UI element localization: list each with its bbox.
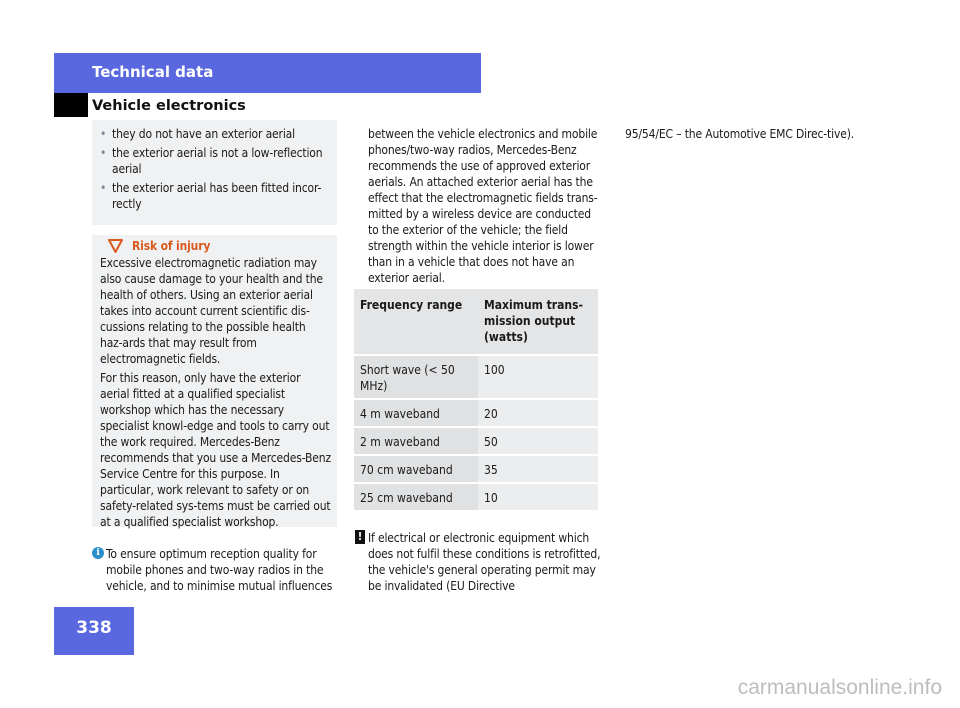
info-icon: i bbox=[92, 547, 104, 559]
list-item-text: the exterior aerial is not a low-reflection aerial bbox=[112, 146, 323, 176]
bullet-icon: • bbox=[100, 181, 107, 195]
page-title: Vehicle electronics bbox=[92, 98, 246, 114]
table-header-frequency: Frequency range bbox=[354, 289, 478, 355]
page-number: 338 bbox=[76, 618, 112, 638]
table-header-output: Maximum trans-mission output (watts) bbox=[478, 289, 598, 355]
body-paragraph: 95/54/EC – the Automotive EMC Direc-tive). bbox=[625, 127, 855, 141]
table-row bbox=[354, 399, 598, 427]
caution-icon: ! bbox=[355, 530, 365, 544]
warning-box bbox=[92, 235, 337, 527]
info-note-text: To ensure optimum reception quality for mobile phones and two-way radios in the vehicle, and to minimise mutual influences bbox=[106, 547, 333, 593]
list-item bbox=[100, 126, 331, 142]
table-cell-frequency: 70 cm waveband bbox=[354, 455, 478, 483]
table-cell-frequency: Short wave (< 50 MHz) bbox=[354, 355, 478, 399]
bullet-icon: • bbox=[100, 146, 107, 160]
table-cell-output: 10 bbox=[478, 483, 598, 510]
conditions-box bbox=[92, 120, 337, 225]
table-cell-frequency: 2 m waveband bbox=[354, 427, 478, 455]
list-item-text: the exterior aerial has been fitted incor-rectly bbox=[112, 181, 322, 211]
table-cell-frequency: 4 m waveband bbox=[354, 399, 478, 427]
table-cell-frequency: 25 cm waveband bbox=[354, 483, 478, 510]
warning-paragraph: Excessive electromagnetic radiation may also cause damage to your health and the health of others. Using an exterior aerial takes into account current scientific dis-cussions relating to the possible health haz-ards that may result from electromagnetic fields. bbox=[100, 256, 323, 366]
conditions-list bbox=[92, 120, 337, 212]
table-row bbox=[354, 483, 598, 510]
table-row bbox=[354, 455, 598, 483]
warning-triangle-icon bbox=[108, 239, 123, 253]
table-row bbox=[354, 427, 598, 455]
table-header-row bbox=[354, 289, 598, 355]
list-item bbox=[100, 145, 331, 177]
table-cell-output: 100 bbox=[478, 355, 598, 399]
table-row bbox=[354, 355, 598, 399]
bullet-icon: • bbox=[100, 127, 107, 141]
warning-paragraph: For this reason, only have the exterior aerial fitted at a qualified specialist workshop which has the necessary specialist knowl-edge and tools to carry out the work required. Mercedes-Benz recommends that you use a Mercedes-Benz Service Centre for this purpose. In particular, work relevant to safety or on safety-related sys-tems must be carried out at a qualified specialist workshop. bbox=[100, 371, 331, 529]
right-column bbox=[625, 126, 865, 142]
middle-column bbox=[368, 126, 602, 286]
table-cell-output: 35 bbox=[478, 455, 598, 483]
watermark: carmanualsonline.info bbox=[737, 676, 942, 699]
section-marker bbox=[54, 93, 88, 117]
section-header: Technical data bbox=[92, 63, 214, 81]
info-note bbox=[92, 546, 340, 594]
list-item-text: they do not have an exterior aerial bbox=[112, 127, 295, 141]
list-item bbox=[100, 180, 331, 212]
body-paragraph: between the vehicle electronics and mobile phones/two-way radios, Mercedes-Benz recommends the use of approved exterior aerials. An attached exterior aerial has the effect that the electromagnetic fields trans-mitted by a wireless device are conducted to the exterior of the vehicle; the field strength within the vehicle interior is lower than in a vehicle that does not have an exterior aerial. bbox=[368, 127, 598, 285]
frequency-table bbox=[354, 289, 598, 510]
caution-note: If electrical or electronic equipment which does not fulfil these conditions is retrofitted, the vehicle's general operating permit may be invalidated (EU Directive bbox=[368, 531, 601, 593]
table-cell-output: 50 bbox=[478, 427, 598, 455]
table-cell-output: 20 bbox=[478, 399, 598, 427]
warning-title: Risk of injury bbox=[132, 239, 211, 253]
